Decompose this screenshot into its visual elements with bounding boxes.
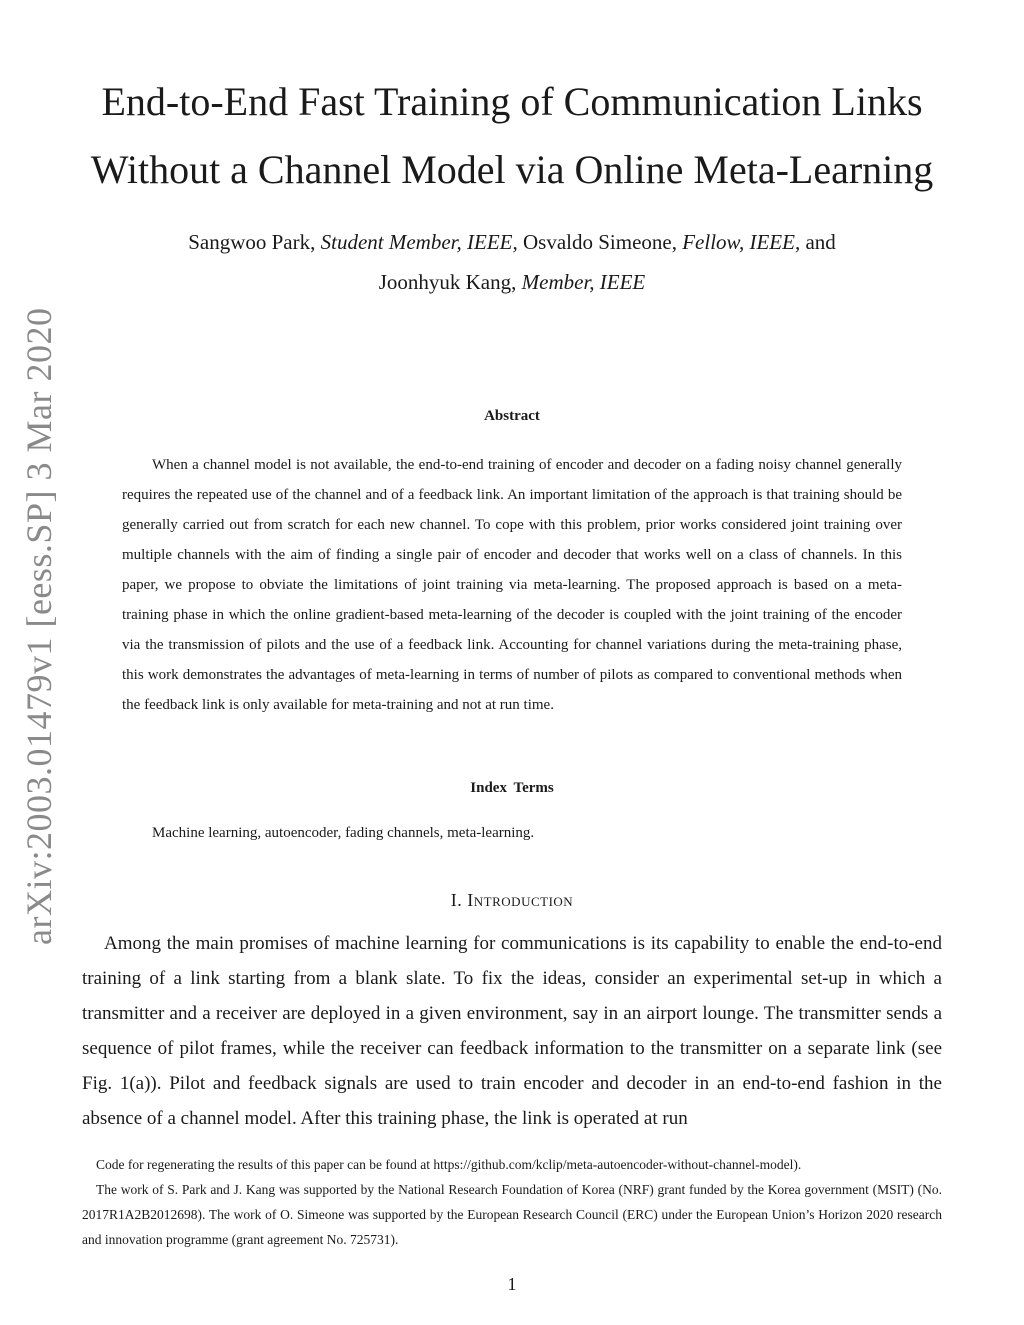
author-name: Osvaldo Simeone, — [522, 230, 677, 254]
author-list — [80, 222, 944, 302]
page-number: 1 — [507, 1274, 517, 1294]
index-terms-heading: Index Terms — [470, 780, 554, 796]
index-terms-text: Machine learning, autoencoder, fading channels, meta-learning. — [152, 825, 535, 841]
arxiv-identifier: arXiv:2003.01479v1 [eess.SP] 3 Mar 2020 — [19, 307, 59, 945]
title-line-2: Without a Channel Model via Online Meta-Learning — [90, 147, 934, 192]
author-membership: Student Member, IEEE, — [320, 230, 518, 254]
author-membership: Member, IEEE — [521, 270, 646, 294]
author-line-1 — [80, 222, 944, 262]
section-title: Introduction — [467, 890, 574, 910]
footnotes — [82, 1152, 942, 1252]
footnote-code: Code for regenerating the results of this paper can be found at https://github.com/kclip/meta-autoencoder-without-channel-model). — [96, 1157, 802, 1172]
author-conjunction: and — [805, 230, 836, 254]
footnote-funding: The work of S. Park and J. Kang was supported by the National Research Foundation of Korea (NRF) grant funded by the Korea government (MSIT) (No. 2017R1A2B2012698). The work of O. Simeone was supported by the European Research Council (ERC) under the European Union’s Horizon 2020 research and innovation programme (grant agreement No. 725731). — [82, 1182, 942, 1247]
author-membership: Fellow, IEEE, — [682, 230, 801, 254]
section-number: I. — [450, 890, 463, 910]
abstract-heading: Abstract — [484, 408, 540, 424]
author-name: Sangwoo Park, — [188, 230, 316, 254]
paper-title — [60, 68, 964, 204]
author-name: Joonhyuk Kang, — [378, 270, 517, 294]
section-heading — [0, 890, 1024, 911]
author-line-2 — [80, 262, 944, 302]
title-line-1: End-to-End Fast Training of Communication Links — [101, 79, 923, 124]
abstract-text: When a channel model is not available, the end-to-end training of encoder and decoder on a fading noisy channel generally requires the repeated use of the channel and of a feedback link. An important limitation of the approach is that training should be generally carried out from scratch for each new channel. To cope with this problem, prior works considered joint training over multiple channels with the aim of finding a single pair of encoder and decoder that works well on a class of channels. In this paper, we propose to obviate the limitations of joint training via meta-learning. The proposed approach is based on a meta-training phase in which the online gradient-based meta-learning of the decoder is coupled with the joint training of the encoder via the transmission of pilots and the use of a feedback link. Accounting for channel variations during the meta-training phase, this work demonstrates the advantages of meta-learning in terms of number of pilots as compared to conventional methods when the feedback link is only available for meta-training and not at run time. — [122, 457, 902, 713]
introduction-text: Among the main promises of machine learning for communications is its capability to enable the end-to-end training of a link starting from a blank slate. To fix the ideas, consider an experimental set-up in which a transmitter and a receiver are deployed in a given environment, say in an airport lounge. The transmitter sends a sequence of pilot frames, while the receiver can feedback information to the transmitter on a separate link (see Fig. 1(a)). Pilot and feedback signals are used to train encoder and decoder in an end-to-end fashion in the absence of a channel model. After this training phase, the link is operated at run — [82, 933, 942, 1129]
